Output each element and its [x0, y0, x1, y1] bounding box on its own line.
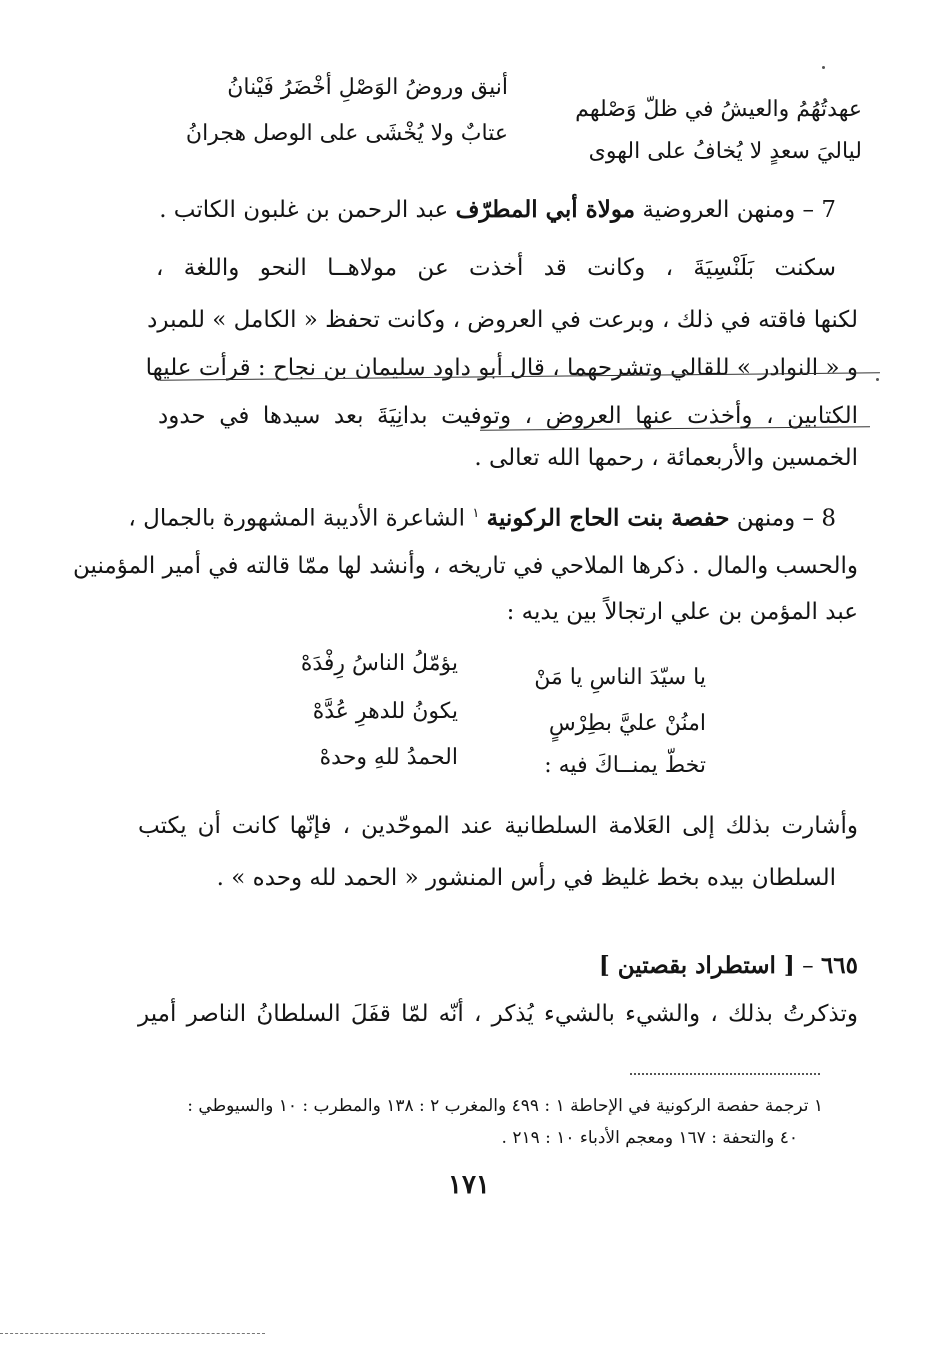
- poem-mid-line2-right: امنُنْ عليَّ بطِرْسٍ: [548, 711, 706, 736]
- section7-line4: و « النوادر » للقالي وتشرحهما ، قال أبو داود سليمان بن نجاح : قرأت عليها: [145, 355, 858, 381]
- section7-line3: لكنها فاقته في ذلك ، وبرعت في العروض ، وكانت تحفظ « الكامل » للمبرد: [147, 307, 858, 333]
- poem-top-line2-left: عتابٌ ولا يُخْشَى على الوصل هجرانُ: [185, 121, 508, 146]
- section8-heading: [128, 494, 836, 539]
- section-number: 8: [821, 505, 836, 532]
- footnote-ref-1: ١: [472, 506, 480, 521]
- section8-line2: والحسب والمال . ذكرها الملاحي في تاريخه ، وأنشد لها ممّا قالته في أمير المؤمنين: [73, 553, 858, 579]
- section8-intro: ومنهن: [736, 505, 796, 532]
- poem-mid-line3-right: تخطّ يمنــاكَ فيه :: [544, 753, 706, 778]
- section7-heading: [136, 190, 836, 230]
- scan-edge-line: [0, 1333, 265, 1334]
- poem-mid-line3-left: الحمدُ للهِ وحدهْ: [319, 745, 458, 770]
- poem-top-line2-right: لياليَ سعدٍ لا يُخافُ على الهوى: [588, 139, 862, 164]
- page-number: ١٧١: [448, 1170, 490, 1200]
- section665-heading: [599, 946, 858, 986]
- section7-intro-rest: عبد الرحمن بن غلبون الكاتب .: [159, 197, 449, 223]
- scan-speck: [876, 378, 879, 381]
- section7-subject-name: مولاة أبي المطرّف: [455, 196, 636, 223]
- section-dash: –: [802, 953, 814, 979]
- section7-intro: ومنهن العروضية: [642, 197, 796, 223]
- poem-top-line1-right: عهدتُهُمُ والعيشُ في ظلّ وَصْلهم: [575, 97, 862, 122]
- poem-mid-line2-left: يكونُ للدهرِ عُدَّهْ: [312, 699, 458, 724]
- after-poem-line2: السلطان بيده بخط غليظ في رأس المنشور « الحمد لله وحده » .: [216, 865, 836, 891]
- section7-line2: سكنت بَلَنْسِيَةَ ، وكانت قد أخذت عن مولاهــا النحو واللغة ،: [156, 255, 836, 281]
- section-number: ٦٦٥: [820, 952, 858, 979]
- after-poem-line1: وأشارت بذلك إلى العَلامة السلطانية عند الموحّدين ، فإنّها كانت أن يكتب: [138, 813, 858, 839]
- poem-mid-line1-right: يا سيّدَ الناسِ يا مَنْ: [534, 665, 706, 690]
- section8-subject-name: حفصة بنت الحاج الركونية: [486, 504, 730, 532]
- scan-speck: [822, 66, 825, 69]
- section7-line6: الخمسين والأربعمائة ، رحمها الله تعالى .: [474, 445, 858, 471]
- poem-top-line1-left: أنيق وروضُ الوَصْلِ أخْضَرُ فَيْنانُ: [227, 75, 508, 100]
- section8-line3: عبد المؤمن بن علي ارتجالاً بين يديه :: [506, 599, 858, 625]
- footnote-line2: ٤٠ والتحفة : ١٦٧ ومعجم الأدباء ١٠ : ٢١٩ .: [501, 1128, 798, 1148]
- footnote-separator: [630, 1073, 820, 1075]
- section-dash: –: [802, 197, 815, 223]
- footnote-line1: ١ ترجمة حفصة الركونية في الإحاطة ١ : ٤٩٩ والمغرب ٢ : ١٣٨ والمطرب : ١٠ والسيوطي :: [187, 1096, 823, 1116]
- section-number: 7: [821, 197, 836, 223]
- section665-title: [ استطراد بقصتين ]: [598, 952, 795, 979]
- poem-mid-line1-left: يؤمّلُ الناسُ رِفْدَهْ: [300, 651, 458, 676]
- section7-line5: الكتابين ، وأخذت عنها العروض ، وتوفيت بدانِيَةَ بعد سيدها في حدود: [158, 403, 858, 429]
- section-dash: –: [802, 505, 815, 532]
- section8-intro-rest: الشاعرة الأديبة المشهورة بالجمال ،: [128, 505, 466, 532]
- section665-line1: وتذكرتُ بذلك ، والشيء بالشيء يُذكر ، أنّه لمّا قفَلَ السلطانُ الناصر أمير: [138, 1001, 858, 1027]
